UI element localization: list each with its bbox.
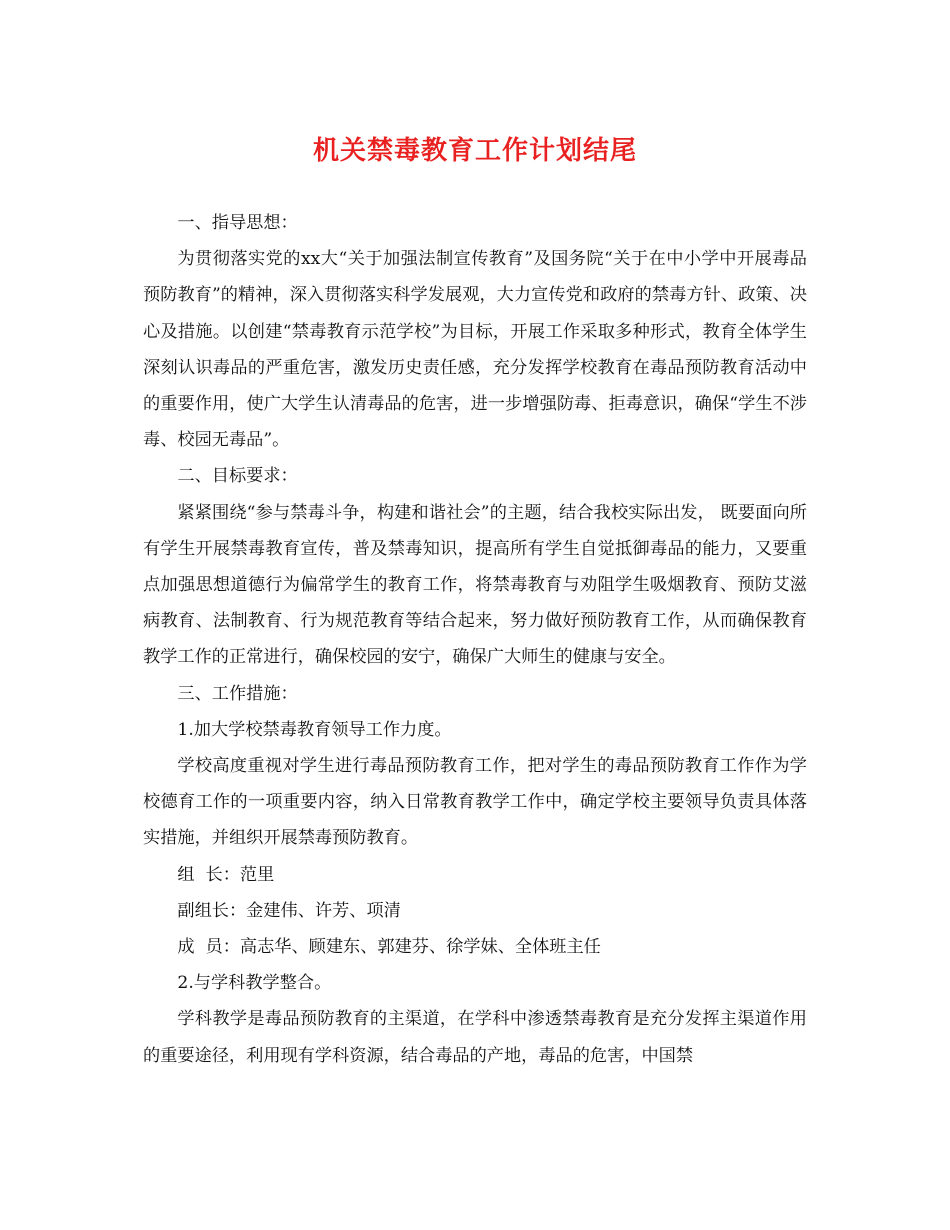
- paragraph-goals: 紧紧围绕“参与禁毒斗争，构建和谐社会”的主题，结合我校实际出发， 既要面向所有学生开展禁毒教育宣传，普及禁毒知识，提高所有学生自觉抵御毒品的能力，又要重点加强思想道德行为偏常学生的教育工作，将禁毒教育与劝阻学生吸烟教育、预防艾滋病教育、法制教育、行为规范教育等结合起来，努力做好预防教育工作，从而确保教育教学工作的正常进行，确保校园的安宁，确保广大师生的健康与安全。: [143, 502, 807, 668]
- subheading-subject-integration: 2.与学科教学整合。: [177, 973, 332, 994]
- paragraph-guiding-ideology: 为贯彻落实党的xx大“关于加强法制宣传教育”及国务院“关于在中小学中开展毒品预防教育”的精神，深入贯彻落实科学发展观，大力宣传党和政府的禁毒方针、政策、决心及措施。以创建“禁毒教育示范学校”为目标，开展工作采取多种形式，教育全体学生深刻认识毒品的严重危害，激发历史责任感，充分发挥学校教育在毒品预防教育活动中的重要作用，使广大学生认清毒品的危害，进一步增强防毒、拒毒意识，确保“学生不涉毒、校园无毒品”。: [143, 249, 807, 451]
- document-body: [143, 205, 807, 1074]
- section-heading-goals: 二、目标要求：: [177, 466, 298, 487]
- subheading-leadership: 1.加大学校禁毒教育领导工作力度。: [177, 719, 452, 740]
- group-leader-line: 组 长：范里: [177, 864, 275, 885]
- paragraph-leadership: 学校高度重视对学生进行毒品预防教育工作，把对学生的毒品预防教育工作作为学校德育工作的一项重要内容，纳入日常教育教学工作中，确定学校主要领导负责具体落实措施，并组织开展禁毒预防教育。: [143, 756, 807, 849]
- section-heading-measures: 三、工作措施：: [177, 683, 298, 704]
- document-title: 机关禁毒教育工作计划结尾: [312, 136, 637, 166]
- paragraph-subject-integration: 学科教学是毒品预防教育的主渠道，在学科中渗透禁毒教育是充分发挥主渠道作用的重要途径，利用现有学科资源，结合毒品的产地，毒品的危害，中国禁: [143, 1009, 807, 1066]
- section-heading-guiding-ideology: 一、指导思想：: [177, 213, 298, 233]
- members-line: 成 员：高志华、顾建东、郭建芬、徐学妹、全体班主任: [177, 937, 601, 958]
- deputy-leader-line: 副组长：金建伟、许芳、项清: [177, 900, 401, 921]
